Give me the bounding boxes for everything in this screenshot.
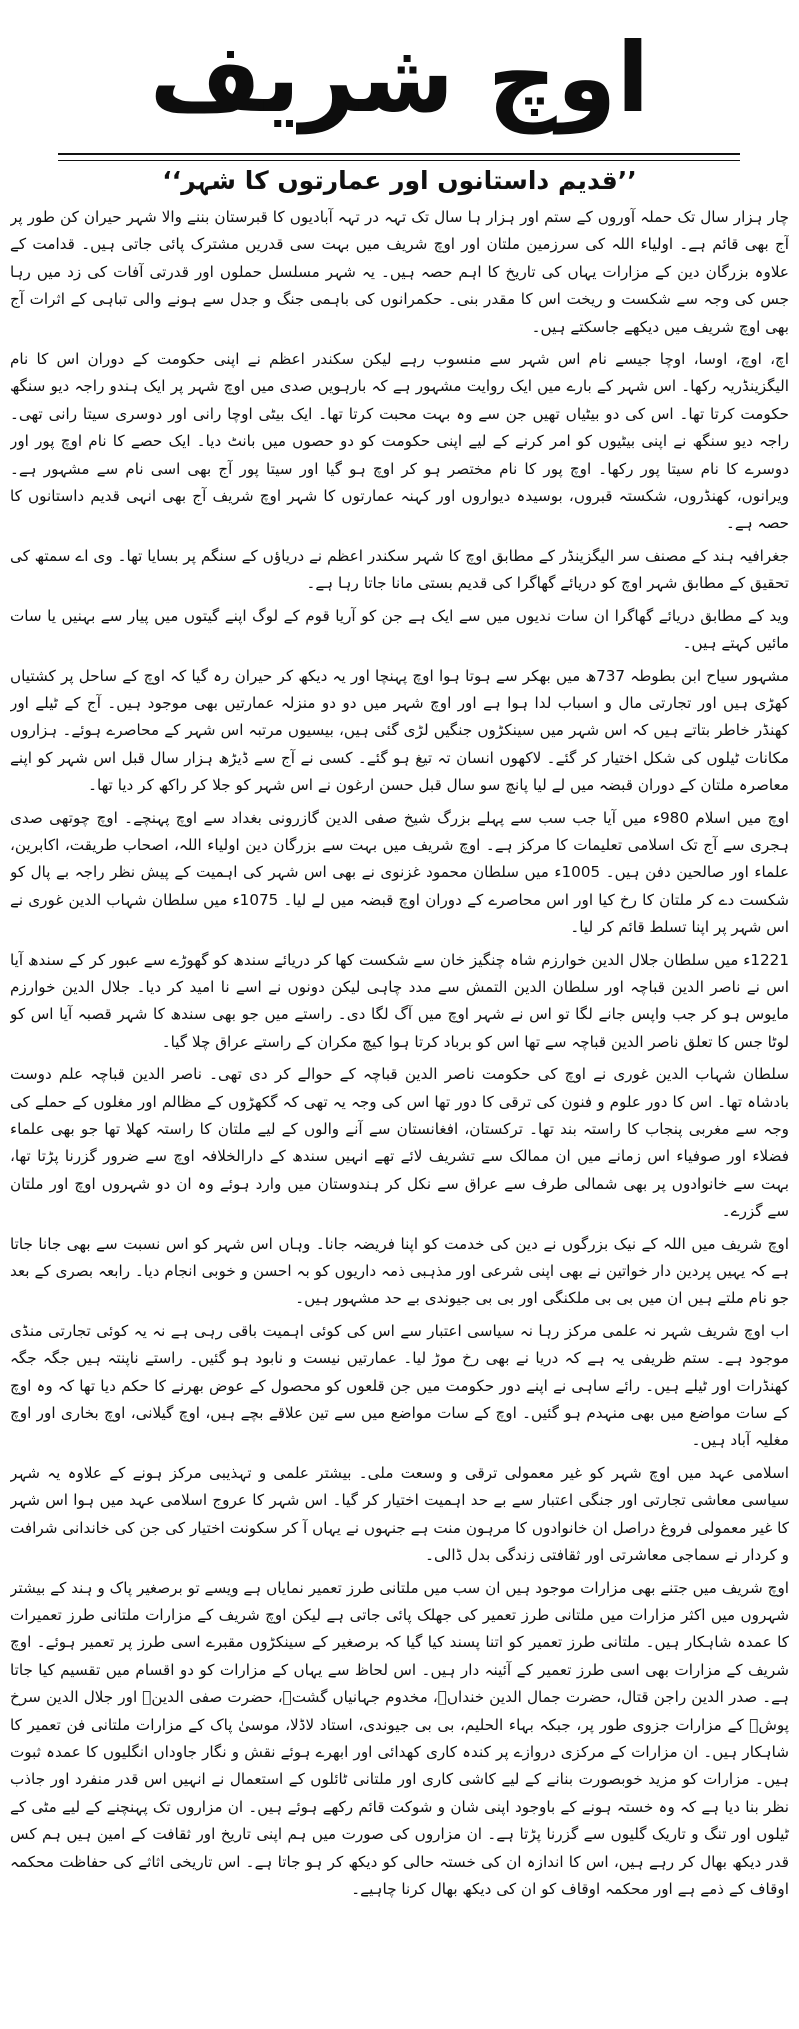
title-divider	[58, 153, 740, 155]
page-title: اوچ شریف	[149, 22, 650, 134]
paragraph: 1221ء میں سلطان جلال الدین خوارزم شاہ چنگیز خان سے شکست کھا کر دریائے سندھ کو گھوڑے سے عبور کر کے سندھ آیا اس نے ناصر الدین قباچہ اور سلطان الدین التمش سے مدد چاہی لیکن دونوں نے اسے نا امید کر دیا۔ جلال الدین خوارزم مایوس ہو کر جب واپس جانے لگا تو اس نے شہر اوچ میں آگ لگا دی۔ راستے میں جو بھی سندھ کا شہر قصبہ آیا اس کو لوٹا جس کا تعلق ناصر الدین قباچہ سے تھا اس کو برباد کرتا ہوا کیچ مکران کے راستے عراق چلا گیا۔	[10, 950, 789, 1051]
paragraph: مشہور سیاح ابن بطوطہ 737ھ میں بھکر سے ہوتا ہوا اوچ پہنچا اور یہ دیکھ کر حیران رہ گیا کہ اوچ کے ساحل پر کشتیاں کھڑی ہیں اور تجارتی مال و اسباب لدا ہوا ہے اور اوچ شہر میں دو دو منزلہ عمارتیں بھی موجود ہیں۔ آج کے ٹیلے اور کھنڈر خاطر بتاتے ہیں کہ اس شہر میں سینکڑوں جنگیں لڑی گئی ہیں، بیسیوں مرتبہ اس شہر کے محاصرے ہوئے۔ ہزاروں مکانات ٹیلوں کی شکل اختیار کر گئے۔ لاکھوں انسان تہ تیغ ہو گئے۔ کسی نے آج سے ڈیڑھ ہزار سال قبل اس شہر کو اپنے معاصرہ ملتان کے دوران قبضہ میں لے لیا پانچ سو سال قبل حسن ارغون نے اس شہر کو جلا کر راکھ کر دیا تھا۔	[10, 666, 789, 795]
paragraph: جغرافیہ ہند کے مصنف سر الیگزینڈر کے مطابق اوچ کا شہر سکندر اعظم نے دریاؤں کے سنگم پر بسایا تھا۔ وی اے سمتھ کی تحقیق کے مطابق شہر اوچ کو دریائے گھاگرا کی قدیم بستی مانا جاتا رہا ہے۔	[10, 546, 789, 593]
paragraph: اوچ شریف میں جتنے بھی مزارات موجود ہیں ان سب میں ملتانی طرز تعمیر نمایاں ہے ویسے تو برصغیر پاک و ہند کے بیشتر شہروں میں اکثر مزارات میں ملتانی طرز تعمیر کی جھلک پائی جاتی ہے لیکن اوچ شریف کے مزارات ملتانی طرز تعمیرات کا عمدہ شاہکار ہیں۔ ملتانی طرز تعمیر کو اتنا پسند کیا گیا کہ برصغیر کے سینکڑوں مقبرے اسی طرز پر تعمیر ہوئے۔ اوچ شریف کے مزارات بھی اسی طرز تعمیر کے آئینہ دار ہیں۔ اس لحاظ سے یہاں کے مزارات کو دو اقسام میں تقسیم کیا جاتا ہے۔ صدر الدین راجن قتال، حضرت جمال الدین خنداںؒ، مخدوم جہانیاں گشتؒ، حضرت صفی الدینؒ اور جلال الدین سرخ پوشؒ کے مزارات جزوی طور پر، جبکہ بہاء الحلیم، بی بی جیوندی، استاد لاڈلا، موسیٰ پاک کے مزارات ملتانی فن تعمیر کا شاہکار ہیں۔ ان مزارات کے مرکزی دروازے پر کندہ کاری کھدائی اور ابھرے ہوئے نقش و نگار جاوداں انگلیوں کا عمدہ ثبوت ہیں۔ مزارات کو مزید خوبصورت بنانے کے لیے کاشی کاری اور ملتانی ٹائلوں کے استعمال نے انہیں اس قدر منفرد اور جاذب نظر بنا دیا ہے کہ وہ خستہ ہونے کے باوجود اپنی شان و شوکت قائم رکھے ہوئے ہیں۔ ان مزاروں تک پہنچنے کے لیے مٹی کے ٹیلوں اور تنگ و تاریک گلیوں سے گزرنا پڑتا ہے۔ ان مزاروں کی صورت میں ہم اپنی تاریخ اور ثقافت کے امین ہیں ہم کس قدر دیکھ بھال کر رہے ہیں، اس کا اندازہ ان کی خستہ حالی کو دیکھ کر ہو جاتا ہے۔ اس تاریخی اثاثے کی حفاظت محکمہ اوقاف کے ذمے ہے اور محکمہ اوقاف کو ان کی دیکھ بھال کرنا چاہیے۔	[10, 1578, 789, 1898]
article-body	[10, 204, 789, 2024]
paragraph: اب اوچ شریف شہر نہ علمی مرکز رہا نہ سیاسی اعتبار سے اس کی کوئی اہمیت باقی رہی ہے نہ یہ کوئی تجارتی منڈی موجود ہے۔ ستم ظریفی یہ ہے کہ دریا نے بھی رخ موڑ لیا۔ عمارتیں نیست و نابود ہو گئیں۔ راستے ناپنتہ ہیں جگہ جگہ کھنڈرات اور ٹیلے ہیں۔ رائے ساہی نے اپنے دور حکومت میں جن قلعوں کو محصول کے عوض بھرنے کا حکم دیا تھا کہ وہ اوچ کے سات مواضع میں بھی منہدم ہو گئیں۔ اوچ کے سات مواضع میں سے تین علاقے بچے ہیں، اوچ گیلانی، اوچ بخاری اور اوچ مغلیہ آباد ہیں۔	[10, 1321, 789, 1450]
paragraph: سلطان شہاب الدین غوری نے اوچ کی حکومت ناصر الدین قباچہ کے حوالے کر دی تھی۔ ناصر الدین قباچہ علم دوست بادشاہ تھا۔ اس کا دور علوم و فنون کی ترقی کا دور تھا اس کی وجہ یہ تھی کہ گکھڑوں کے مظالم اور مغلوں کے حملے کی وجہ سے مغربی پنجاب کا راستہ بند تھا۔ ترکستان، افغانستان سے آنے والوں کے لیے ملتان کا راستہ کھلا تھا جو بھی علماء فضلاء اور صوفیاء اس زمانے میں ان ممالک سے تشریف لائے تھے انہیں سندھ کے دارالخلافہ اوچ سے ضرور گزرنا پڑتا تھا، بہت سے خانوادوں پر بھی شمالی طرف سے عراق سے نکل کر ہندوستان میں وارد ہوئے وہ ان دو شہروں اوچ اور ملتان سے گزرے۔	[10, 1065, 789, 1221]
paragraph: اوچ میں اسلام 980ء میں آیا جب سب سے پہلے بزرگ شیخ صفی الدین گازرونی بغداد سے اوچ پہنچے۔ اوچ چوتھی صدی ہجری سے آج تک اسلامی تعلیمات کا مرکز ہے۔ اوچ شریف میں بہت سے بزرگان دین اولیاء اللہ، اصحاب طریقت، اکابرین، علماء اور صالحین دفن ہیں۔ 1005ء میں سلطان محمود غزنوی نے بھی اس شہر کی اہمیت کے پیش نظر راجہ بے پال کو شکست دے کر ملتان کا رخ کیا اور اس محاصرے کے دوران اوچ قبضہ میں لے لیا۔ 1075ء میں سلطان شہاب الدین غوری نے اس شہر پر اپنا تسلط قائم کر لیا۔	[10, 808, 789, 937]
paragraph: اسلامی عہد میں اوچ شہر کو غیر معمولی ترقی و وسعت ملی۔ بیشتر علمی و تہذیبی مرکز ہونے کے علاوہ یہ شہر سیاسی معاشی تجارتی اور جنگی اعتبار سے بے حد اہمیت اختیار کر گیا۔ اس شہر کا عروج اسلامی عہد میں ہوا اس شہر کا غیر معمولی فروغ دراصل ان خانوادوں کا مرہون منت ہے جنہوں نے یہاں آ کر سکونت اختیار کی جن کی خاندانی شرافت و کردار نے سماجی معاشرتی اور ثقافتی زندگی بدل ڈالی۔	[10, 1463, 789, 1565]
title-divider-thin	[58, 160, 740, 161]
paragraph: چار ہزار سال تک حملہ آوروں کے ستم اور ہزار ہا سال تک تہہ در تہہ آبادیوں کا قبرستان بننے والا شہر حیران کن طور پر آج بھی قائم ہے۔ اولیاء اللہ کی سرزمین ملتان اور اوچ شریف میں بہت سی قدریں مشترک پائی جاتی ہیں۔ قدامت کے علاوہ بزرگان دین کے مزارات یہاں کی تاریخ کا اہم حصہ ہیں۔ یہ شہر مسلسل حملوں اور قدرتی آفات کی زد میں رہا جس کی وجہ سے شکست و ریخت اس کا مقدر بنی۔ حکمرانوں کی باہمی جنگ و جدل سے ہونے والی تباہی کے اثرات آج بھی اوچ شریف میں دیکھے جاسکتے ہیں۔	[10, 208, 789, 336]
subtitle: ’’قدیم داستانوں اور عمارتوں کا شہر‘‘	[162, 166, 637, 195]
paragraph: اوچ شریف میں اللہ کے نیک بزرگوں نے دین کی خدمت کو اپنا فریضہ جانا۔ وہاں اس شہر کو اس نسبت سے بھی جانا جاتا ہے کہ یہیں پردین دار خواتین نے بھی اپنی شرعی اور مذہبی ذمہ داریوں کو بہ احسن و خوبی انجام دیا۔ رابعہ بصری کے بعد جو نام ملتے ہیں ان میں بی بی ملکنگی اور بی بی جیوندی بے حد مشہور ہیں۔	[10, 1234, 789, 1308]
paragraph: اچ، اوچ، اوسا، اوچا جیسے نام اس شہر سے منسوب رہے لیکن سکندر اعظم نے اپنی حکومت کے دوران اس کا نام الیگزینڈریہ رکھا۔ اس شہر کے بارے میں ایک روایت مشہور ہے کہ بارہویں صدی میں اوچ شہر پر ایک ہندو راجہ دیو سنگھ حکومت کرتا تھا۔ اس کی دو بیٹیاں تھیں جن سے وہ بہت محبت کرتا تھا۔ ایک بیٹی اوچا رانی اور دوسری سیتا رانی تھی۔ راجہ دیو سنگھ نے اپنی بیٹیوں کو امر کرنے کے لیے اپنی حکومت کو دو حصوں میں بانٹ دیا۔ ایک حصے کا نام اوچ پور اور دوسرے کا نام سیتا پور رکھا۔ اوچ پور کا نام مختصر ہو کر اوچ ہو گیا اور سیتا پور آج بھی اسی نام سے مشہور ہے۔ ویرانوں، کھنڈروں، شکستہ قبروں، بوسیدہ دیواروں اور کہنہ عمارتوں کا شہر اوچ شریف آج بھی انہی قدیم داستانوں کا حصہ ہے۔	[10, 350, 789, 533]
paragraph: وید کے مطابق دریائے گھاگرا ان سات ندیوں میں سے ایک ہے جن کو آریا قوم کے لوگ اپنے گیتوں میں پیار سے بہنیں یا سات مائیں کہتے ہیں۔	[10, 606, 789, 653]
